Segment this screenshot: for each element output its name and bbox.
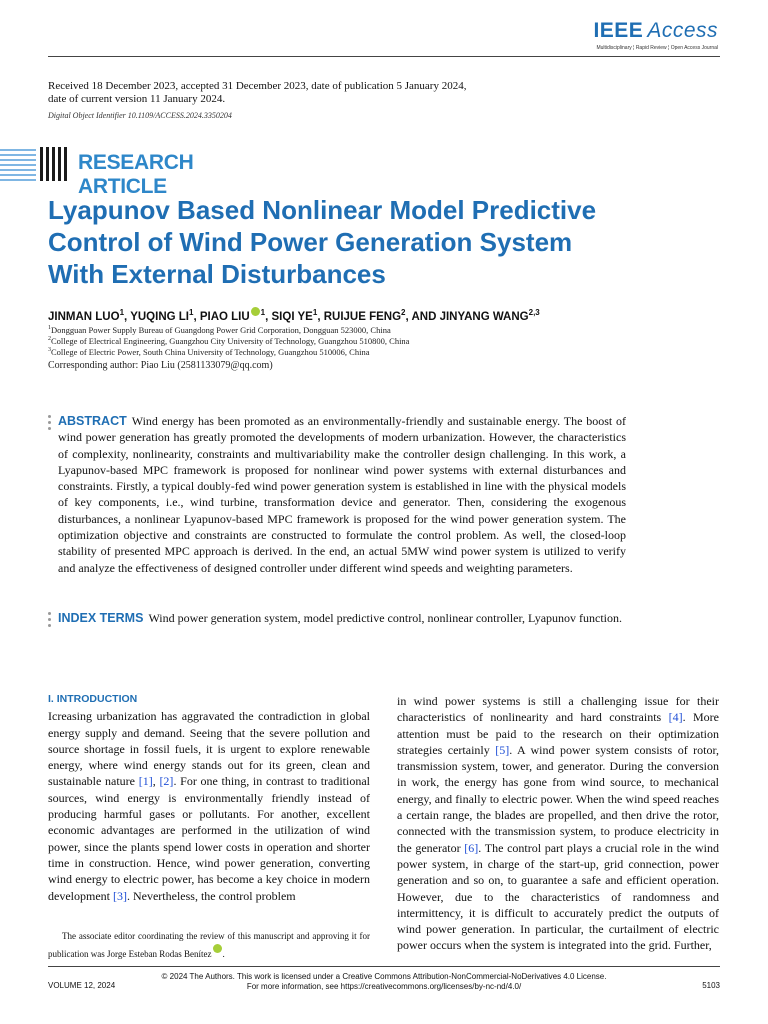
- citation-link[interactable]: [1]: [138, 774, 153, 789]
- citation-link[interactable]: [6]: [464, 840, 479, 855]
- corresponding-author: Corresponding author: Piao Liu (2581133079@qq.com): [48, 360, 273, 371]
- editor-footnote: The associate editor coordinating the review of this manuscript and approving it for publication was Jorge Esteban Rodas Benítez .: [48, 931, 370, 959]
- affiliation: $^1$Dongguan Power Supply Bureau of Guangdong Power Grid Corporation, Dongguan 523000, China: [48, 324, 391, 335]
- index-terms: [58, 610, 626, 626]
- author: YUQING LI: [130, 311, 189, 323]
- logo-tagline: Multidisciplinary ¦ Rapid Review ¦ Open Access Journal: [596, 45, 718, 51]
- citation-link[interactable]: [4]: [668, 710, 683, 725]
- author: JINYANG WANG: [439, 311, 529, 323]
- footer-license: © 2024 The Authors. This work is licensed under a Creative Commons Attribution-NonCommercial-NoDerivatives 4.0 License. For more information, see https://creativecommons.org/licenses/by-nc-nd/4.0/: [140, 972, 628, 992]
- body-column-left: I. INTRODUCTION Icreasing urbanization has aggravated the contradiction in global energy supply and demand. Seeing that the severe pollution and source shortage in fossil fuels, it is urgent to explore renewable energy, where wind energy stands out for its green, clean and sustainable nature [1], [2]. For one thing, in contrast to traditional sources, wind energy is environmentally friendly instead of producing harmful gases or pollutants. For another, excellent economic advantages are performed in the utilization of wind power, since the plants spend lower costs in operation and shorter time in construction. Hence, wind power generation, converting wind energy to electric power, has become a key choice in modern development [3]. Nevertheless, the control problem: [48, 693, 371, 903]
- citation-link[interactable]: [2]: [159, 774, 174, 789]
- body-column-right: in wind power systems is still a challenging issue for their characteristics of nonlinearity and hard constraints [4]. More attention must be paid to the research on their optimization strategies certainly [5]. A wind power system consists of rotor, transmission system, tower, and generator. During the conversion in work, the energy has gone from wind source, to mechanical energy, and finally to electric power. When the wind speed reaches a certain range, the blades are propelled, and then drive the rotor, connected with the transmission system, to produce electricity in the generator [6]. The control part plays a crucial role in the wind power system, in charge of the start-up, grid connection, power generation and so on, to guarantee a safe and efficient operation. However, due to the characteristics of randomness and intermittency, it is difficult to accurately predict the outputs of wind power generation. In particular, the curtailment of electric power occurs when the system is integrated into the grid. Further,: [397, 694, 720, 953]
- orcid-icon[interactable]: [251, 307, 260, 316]
- author: JINMAN LUO: [48, 311, 120, 323]
- citation-link[interactable]: [5]: [495, 742, 510, 757]
- license-link[interactable]: For more information, see https://creativecommons.org/licenses/by-nc-nd/4.0/: [246, 982, 522, 991]
- received-dates: Received 18 December 2023, accepted 31 December 2023, date of publication 5 January 2024, date of current version 11 January 2024.: [48, 80, 467, 105]
- citation-link[interactable]: [3]: [112, 888, 127, 903]
- article-type: RESEARCH ARTICLE: [78, 151, 194, 198]
- banner-barcode-icon: [40, 147, 70, 181]
- abstract-text: Wind energy has been promoted as an environmentally-friendly and sustainable energy. The boost of wind power generation has greatly promoted the developments of modern urbanization. However, the characteristics of complexity, nonlinearity, constraints and multivariability make the controller design challenging. In this work, a Lyapunov-based MPC framework is proposed for nonlinear wind power systems with external disturbances and constraints. Firstly, a typical doubly-fed wind power generation system is established in line with the physical models of key components, i.e., wind turbine, transformation device and generator. Then, considering the exogenous disturbances, a nonlinear Lyapunov-based MPC framework is proposed for the wind power generation system. The optimization objective and constraints are constructed to formulate the control problem. As well, the closed-loop stability of presented MPC approach is derived. In the end, an actual 5MW wind power system is utilized to verify and analyze the effectiveness of designed controller under different wind speeds and weighting parameters.: [58, 414, 626, 575]
- author: SIQI YE: [271, 311, 313, 323]
- doi: Digital Object Identifier 10.1109/ACCESS.2024.3350204: [48, 111, 232, 120]
- abstract-label: ABSTRACT: [58, 414, 127, 428]
- affiliation: $^3$College of Electric Power, South China University of Technology, Guangzhou 510006, China: [48, 346, 370, 357]
- index-terms-label: INDEX TERMS: [58, 611, 144, 625]
- orcid-icon[interactable]: [213, 944, 222, 953]
- research-article-banner: [0, 147, 270, 198]
- section-heading: I. INTRODUCTION: [48, 693, 138, 705]
- logo-wordmark: IEEE Access: [593, 19, 718, 42]
- affiliation: $^2$College of Electrical Engineering, Guangzhou City University of Technology, Guangzhou 510800, China: [48, 335, 410, 346]
- header-divider: [48, 56, 720, 57]
- index-terms-dots-icon: [48, 612, 52, 630]
- abstract-dots-icon: [48, 415, 52, 433]
- paper-title: Lyapunov Based Nonlinear Model Predictive Control of Wind Power Generation System With External Disturbances: [48, 195, 597, 289]
- author: RUIJUE FENG: [323, 311, 402, 323]
- page-number: 5103: [702, 981, 720, 990]
- author: PIAO LIU: [199, 311, 250, 323]
- author-list: JINMAN LUO$^1$, YUQING $LI^1$, PIAO LIU $^1$, SIQI $YE^1$, RUIJUE FENG$^2$, AND JINYANG WANG$^{2,3}$: [48, 308, 540, 323]
- abstract: [58, 413, 626, 576]
- footer-divider: [48, 966, 720, 967]
- journal-logo: [590, 20, 718, 51]
- footer-volume: VOLUME 12, 2024: [48, 981, 116, 990]
- index-terms-text: Wind power generation system, model predictive control, nonlinear controller, Lyapunov function.: [148, 611, 623, 625]
- banner-stripes-icon: [0, 147, 36, 181]
